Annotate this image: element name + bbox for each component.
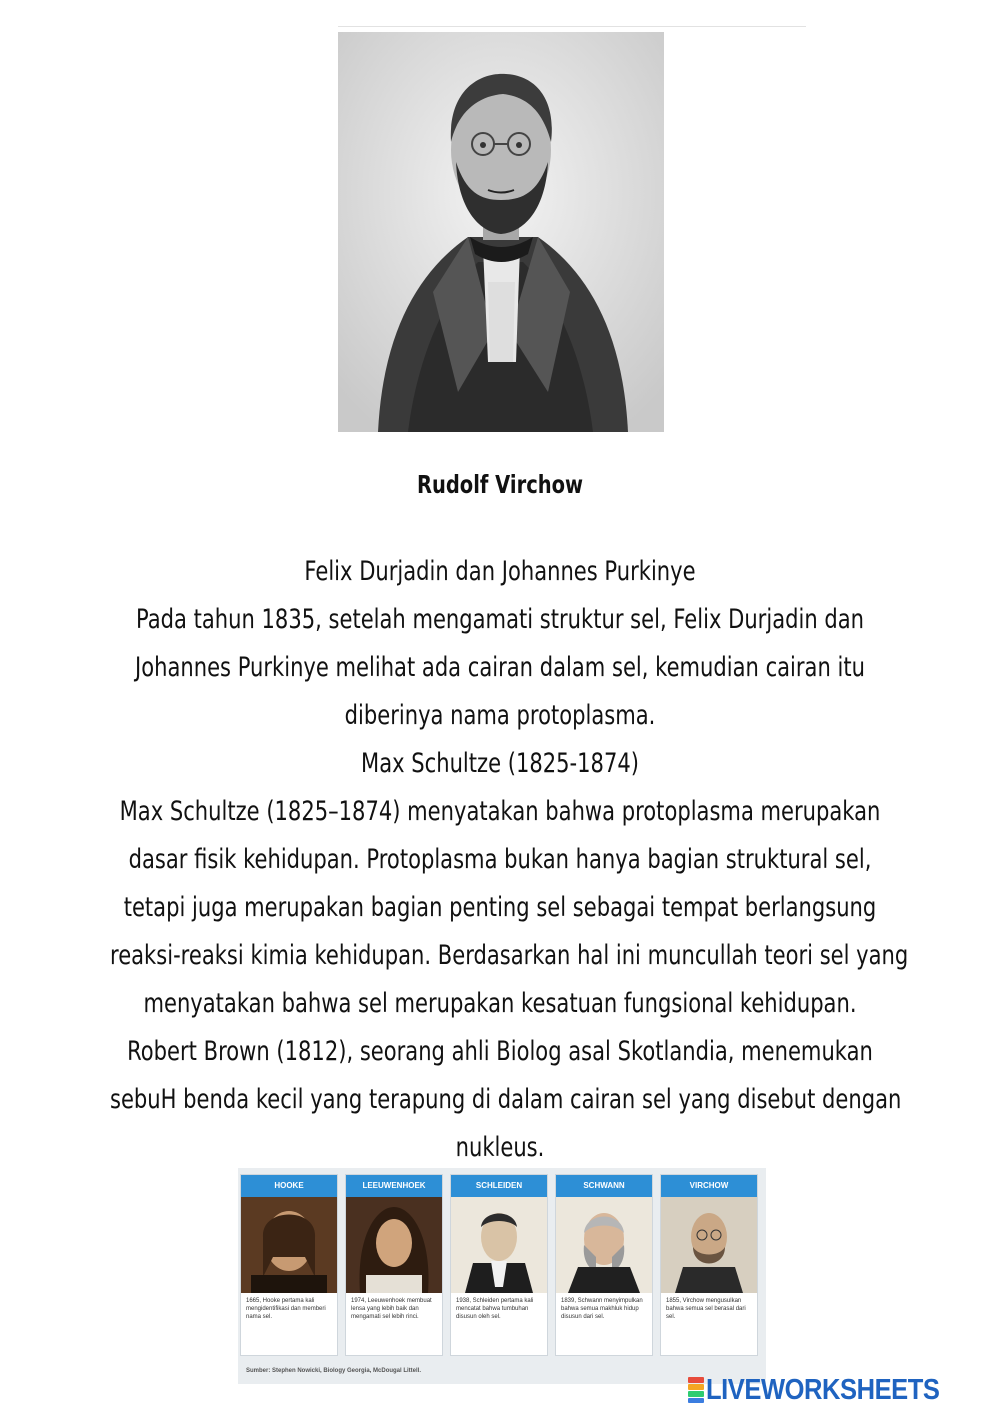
source-note: Sumber: Stephen Nowicki, Biology Georgia, McDougal Littell. — [246, 1368, 422, 1374]
scientists-panel — [238, 1168, 766, 1384]
schwann-portrait — [556, 1197, 652, 1293]
scientist-name: LEEUWENHOEK — [346, 1175, 442, 1197]
paragraph-line: Robert Brown (1812), seorang ahli Biolog asal Skotlandia, menemukan — [127, 1036, 873, 1067]
scientist-name: SCHLEIDEN — [451, 1175, 547, 1197]
paragraph-line: reaksi-reaksi kimia kehidupan. Berdasarkan hal ini muncullah teori sel yang — [110, 940, 909, 971]
heading-max-schultze: Max Schultze (1825-1874) — [361, 748, 639, 779]
scientist-note: 1855, Virchow mengusulkan bahwa semua sel berasal dari sel. — [666, 1298, 746, 1320]
schleiden-portrait — [451, 1197, 547, 1293]
paragraph-line: diberinya nama protoplasma. — [344, 700, 656, 731]
heading-durjadin-purkinye: Felix Durjadin dan Johannes Purkinye — [304, 556, 696, 587]
liveworksheets-logo-icon — [688, 1377, 704, 1403]
scientist-note: 1974, Leeuwenhoek membuat lensa yang lebih baik dan mengamati sel lebih rinci. — [351, 1298, 432, 1320]
paragraph-line: tetapi juga merupakan bagian penting sel sebagai tempat berlangsung — [123, 892, 877, 923]
paragraph-line: Johannes Purkinye melihat ada cairan dalam sel, kemudian cairan itu — [135, 652, 865, 683]
scientist-card-schwann — [555, 1174, 653, 1356]
top-divider — [338, 26, 806, 27]
paragraph-line: sebuH benda kecil yang terapung di dalam cairan sel yang disebut dengan — [110, 1084, 902, 1115]
scientist-name: SCHWANN — [556, 1175, 652, 1197]
paragraph-line: Max Schultze (1825–1874) menyatakan bahwa protoplasma merupakan — [119, 796, 881, 827]
scientist-note: 1665, Hooke pertama kali mengidentifikasi dan memberi nama sel. — [246, 1298, 326, 1320]
paragraph-line: menyatakan bahwa sel merupakan kesatuan fungsional kehidupan. — [143, 988, 857, 1019]
body-text — [0, 548, 1000, 1172]
scientist-name: VIRCHOW — [661, 1175, 757, 1197]
scientist-card-virchow — [660, 1174, 758, 1356]
liveworksheets-logo[interactable] — [688, 1373, 971, 1407]
scientist-card-schleiden — [450, 1174, 548, 1356]
scientist-name: HOOKE — [241, 1175, 337, 1197]
scientist-note: 1839, Schwann menyimpulkan bahwa semua makhluk hidup disusun dari sel. — [561, 1298, 643, 1320]
scientist-card-hooke — [240, 1174, 338, 1356]
paragraph-line: dasar fisik kehidupan. Protoplasma bukan hanya bagian struktural sel, — [128, 844, 872, 875]
paragraph-line: Pada tahun 1835, setelah mengamati struktur sel, Felix Durjadin dan — [136, 604, 864, 635]
brand-wordmark: LIVEWORKSHEETS — [706, 1373, 940, 1406]
scientist-card-leeuwenhoek — [345, 1174, 443, 1356]
paragraph-line: nukleus. — [455, 1132, 545, 1163]
virchow-portrait — [661, 1197, 757, 1293]
scientist-note: 1938, Schleiden pertama kali mencatat bahwa tumbuhan disusun oleh sel. — [456, 1298, 534, 1320]
rudolf-virchow-portrait — [338, 32, 664, 432]
hooke-portrait — [241, 1197, 337, 1293]
leeuwenhoek-portrait — [346, 1197, 442, 1293]
portrait-caption: Rudolf Virchow — [416, 470, 584, 499]
